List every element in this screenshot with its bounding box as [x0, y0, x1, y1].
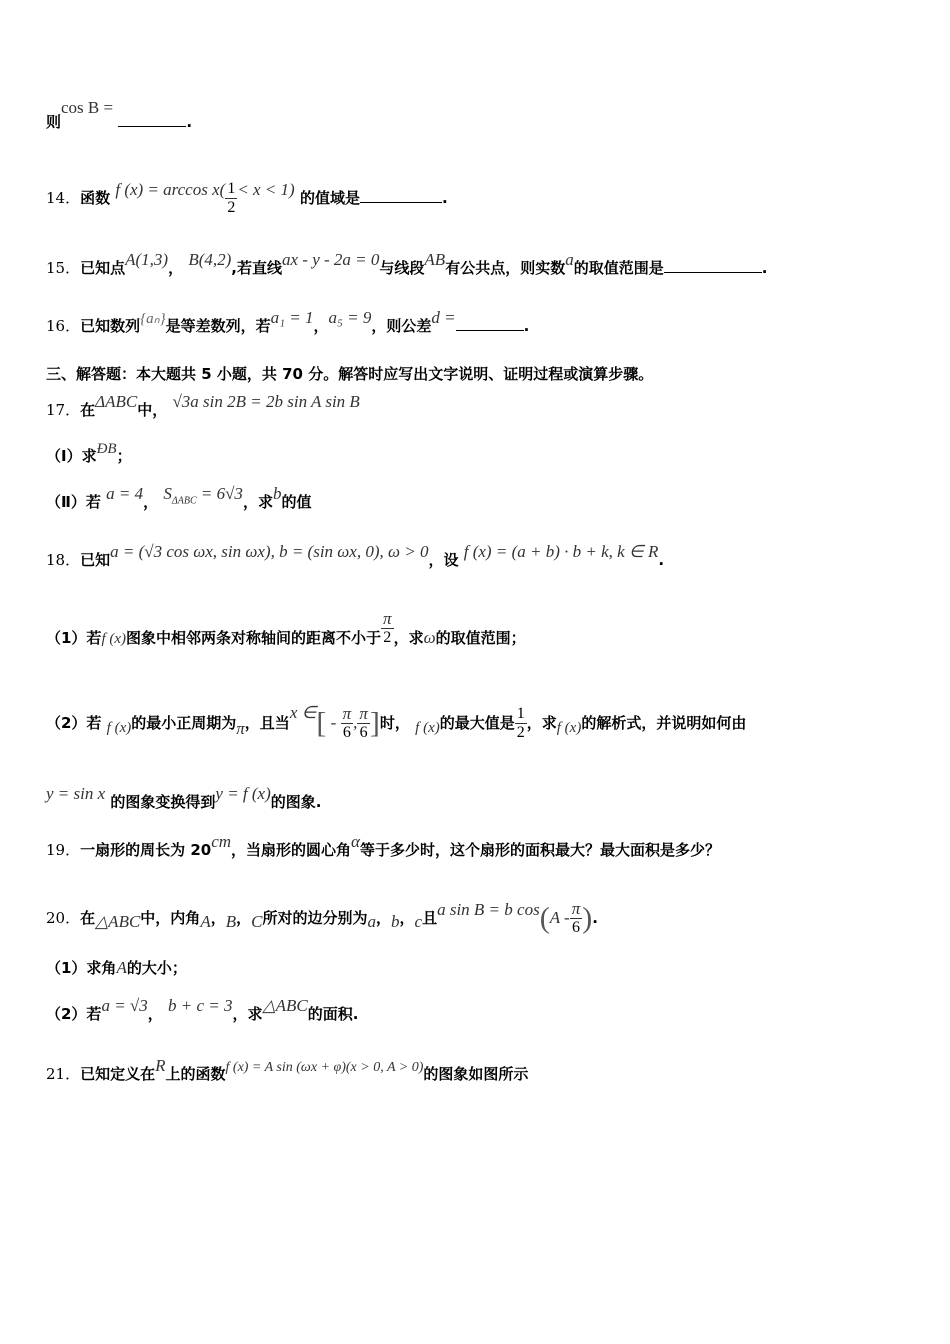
- var-a: a: [565, 250, 574, 269]
- angle-b: ÐB: [96, 441, 117, 457]
- part-mid: ，求: [242, 493, 273, 511]
- a-eq: a = √3: [101, 996, 148, 1015]
- part-post: 的值: [281, 493, 312, 511]
- part-mid2: ，求: [393, 629, 424, 647]
- q20-part2: [46, 996, 359, 1024]
- q16-mid2: ，则公差: [371, 317, 432, 335]
- q15-mid2: 与线段: [379, 259, 425, 277]
- answer-blank[interactable]: [664, 258, 762, 273]
- q13-prefix: 则: [46, 113, 62, 131]
- q18-mid: ，设: [428, 551, 459, 569]
- neg-pi-6: $\frac{\pi}{6}$: [342, 704, 352, 741]
- angle-c: C: [251, 912, 263, 931]
- one-half: $\frac{1}{2}$: [516, 705, 525, 741]
- line-eq: ax - y - 2a = 0: [282, 250, 380, 269]
- q15-post: 的取值范围是: [573, 259, 664, 277]
- part-pre: （1）求角: [46, 959, 117, 977]
- left-paren: (: [539, 901, 550, 935]
- part-pre: （1）若: [46, 629, 102, 647]
- q13-math: cos B =: [61, 98, 114, 117]
- section-heading: 三、解答题：本大题共 5 小题，共 70 分。解答时应写出文字说明、证明过程或演算步骤。: [46, 365, 654, 383]
- q15-mid: ,若直线: [231, 259, 282, 277]
- point-a: A(1,3): [125, 250, 169, 269]
- question-number: 21．: [46, 1065, 81, 1083]
- y-fx: y = f (x): [215, 784, 271, 803]
- q21-pre: 已知定义在: [80, 1065, 156, 1083]
- q14: 14．函数 f (x) = arccos x( $\frac{1}{2}$ < x < 1) 的值域是 .: [46, 180, 448, 216]
- sep: ，: [147, 1005, 163, 1023]
- q21: [46, 1056, 529, 1086]
- y-sinx: y = sin x: [46, 784, 106, 803]
- point-b: B(4,2): [188, 250, 232, 269]
- q17-part2: [46, 484, 312, 519]
- part-post: 的大小；: [126, 959, 187, 977]
- pi-6: $\frac{\pi}{6}$: [359, 704, 368, 741]
- q16-mid: 是等差数列，若: [165, 317, 271, 335]
- q20-mid3: 且: [422, 909, 438, 927]
- question-number: 16．: [46, 317, 81, 335]
- pi-6: $\frac{\pi}{6}$: [571, 899, 581, 936]
- part-pre: （2）若: [46, 1005, 102, 1023]
- q13-tail: [46, 98, 193, 132]
- side-b: b: [391, 912, 400, 931]
- q20: 20．在△ABC中，内角A，B，C所对的边分别为a，b，c且a sin B = b cos(A - $\frac{\pi}{6}$ ).: [46, 899, 598, 936]
- vectors: a = (√3 cos ωx, sin ωx), b = (sin ωx, 0), ω > 0: [110, 542, 429, 561]
- q18-part1: [46, 609, 526, 657]
- function-def: f (x) = (a + b) · b + k, k ∈ R: [463, 542, 659, 561]
- angle-expr: A -: [549, 908, 570, 927]
- omega: ω: [423, 628, 436, 647]
- part-post: 的面积.: [307, 1005, 359, 1023]
- q18-part2: （2）若 f (x)的最小正周期为π，且当x ∈[ - $\frac{\pi}{6}$ , $\frac{\pi}{6}$ ]时， f (x)的最大值是 $\frac{1}{2}$ ，求f (x)的解析式，并说明如何由: [46, 703, 747, 741]
- q14-post: 的值域是: [299, 189, 360, 207]
- function-def: f (x) = A sin (ωx + φ)(x > 0, A > 0): [225, 1060, 424, 1075]
- a-eq: a = 4: [106, 484, 144, 503]
- part-post: ；: [116, 447, 132, 465]
- q15-pre: 已知点: [80, 259, 126, 277]
- q21-mid: 上的函数: [165, 1065, 226, 1083]
- left-bracket: [: [316, 706, 327, 740]
- answer-blank[interactable]: [118, 112, 186, 127]
- part-pre: （Ⅱ）若: [46, 493, 101, 511]
- part-mid: 的最小正周期为: [131, 714, 237, 732]
- part-post: 的取值范围；: [435, 629, 526, 647]
- q15: 15．已知点A(1,3)， B(4,2),若直线ax - y - 2a = 0与线段AB有公共点，则实数a的取值范围是 .: [46, 250, 768, 277]
- q17-mid: 中，: [137, 401, 168, 419]
- q16: 16．已知数列{aₙ}是等差数列，若a₁ = 1，a₅ = 9，则公差d = .: [46, 308, 530, 335]
- part-pre: （2）若: [46, 714, 102, 732]
- var-b: b: [272, 484, 282, 503]
- question-number: 19．: [46, 841, 81, 859]
- period: .: [186, 113, 193, 131]
- angle-a: A: [116, 958, 127, 977]
- q18-pre: 已知: [80, 551, 111, 569]
- angle-a: A: [200, 912, 211, 931]
- angle-b: B: [225, 912, 237, 931]
- a1: a₁ = 1: [270, 308, 314, 327]
- part-post: 的解析式，并说明如何由: [581, 714, 747, 732]
- q14-math2: < x < 1): [237, 180, 295, 199]
- part-mid3: 时，: [379, 714, 410, 732]
- fx: f (x): [415, 720, 440, 736]
- part-post: 的图象.: [270, 793, 322, 811]
- q17-pre: 在: [80, 401, 96, 419]
- q20-condition: a sin B = b cos: [437, 900, 540, 919]
- question-number: 15．: [46, 259, 81, 277]
- part-pre: （Ⅰ）求: [46, 447, 97, 465]
- fx: f (x): [556, 720, 582, 736]
- side-a: a: [367, 912, 376, 931]
- pi-over-2: $\frac{\pi}{2}$: [383, 609, 392, 646]
- sep: ，: [168, 259, 184, 277]
- reals: R: [155, 1056, 166, 1075]
- answer-blank[interactable]: [456, 316, 524, 331]
- part-mid5: ，求: [526, 714, 557, 732]
- right-paren: ): [582, 901, 593, 935]
- q15-mid3: 有公共点，则实数: [445, 259, 566, 277]
- triangle: △ABC: [262, 996, 308, 1015]
- a5: a₅ = 9: [328, 308, 372, 327]
- q18: 18．已知a = (√3 cos ωx, sin ωx), b = (sin ωx, 0), ω > 0，设 f (x) = (a + b) · b + k, k ∈ R.: [46, 542, 665, 569]
- sep: ，: [313, 317, 329, 335]
- area: $S_{\Delta ABC} = 6√3$: [163, 484, 243, 507]
- q19-mid: ，当扇形的圆心角: [231, 841, 352, 859]
- q19-post: 等于多少时，这个扇形的面积最大？最大面积是多少？: [359, 841, 720, 859]
- sep: ，: [143, 493, 159, 511]
- question-number: 17．: [46, 401, 81, 419]
- q16-pre: 已知数列: [80, 317, 141, 335]
- side-c: c: [414, 912, 423, 931]
- b-plus-c: b + c = 3: [168, 996, 233, 1015]
- part-mid: 图象中相邻两条对称轴间的距离不小于: [126, 629, 382, 647]
- x-in: x ∈: [289, 703, 317, 722]
- part-mid2: ，且当: [244, 714, 290, 732]
- q14-math1: f (x) = arccos x(: [115, 180, 226, 199]
- question-number: 18．: [46, 551, 81, 569]
- q20-part1: [46, 958, 187, 978]
- q20-mid2: 所对的边分别为: [262, 909, 368, 927]
- q14-pre: 函数: [80, 189, 111, 207]
- fx: f (x): [101, 631, 127, 647]
- q20-pre: 在: [80, 909, 96, 927]
- part-mid: ，求: [232, 1005, 263, 1023]
- right-bracket: ]: [369, 706, 380, 740]
- d-eq: d =: [431, 308, 456, 327]
- alpha: α: [351, 832, 360, 851]
- part-mid4: 的最大值是: [439, 714, 515, 732]
- pi: π: [236, 719, 245, 738]
- q18-part2-cont: [46, 784, 322, 812]
- q17: [46, 392, 360, 420]
- q14-fraction: $\frac{1}{2}$: [227, 180, 236, 216]
- triangle: △ABC: [95, 912, 141, 931]
- q19-pre: 一扇形的周长为 20: [80, 841, 212, 859]
- q17-part1: [46, 441, 132, 467]
- question-number: 20．: [46, 909, 81, 927]
- q21-post: 的图象如图所示: [423, 1065, 529, 1083]
- unit-cm: cm: [211, 832, 232, 851]
- sequence: {aₙ}: [140, 311, 166, 327]
- answer-blank[interactable]: [360, 188, 442, 203]
- q20-mid: 中，内角: [140, 909, 201, 927]
- q17-condition: √3a sin 2B = 2b sin A sin B: [172, 392, 360, 411]
- triangle: ΔABC: [95, 392, 138, 411]
- question-number: 14．: [46, 189, 81, 207]
- segment-ab: AB: [424, 250, 446, 269]
- q19: [46, 832, 720, 860]
- fx: f (x): [106, 720, 132, 736]
- part-mid: 的图象变换得到: [110, 793, 216, 811]
